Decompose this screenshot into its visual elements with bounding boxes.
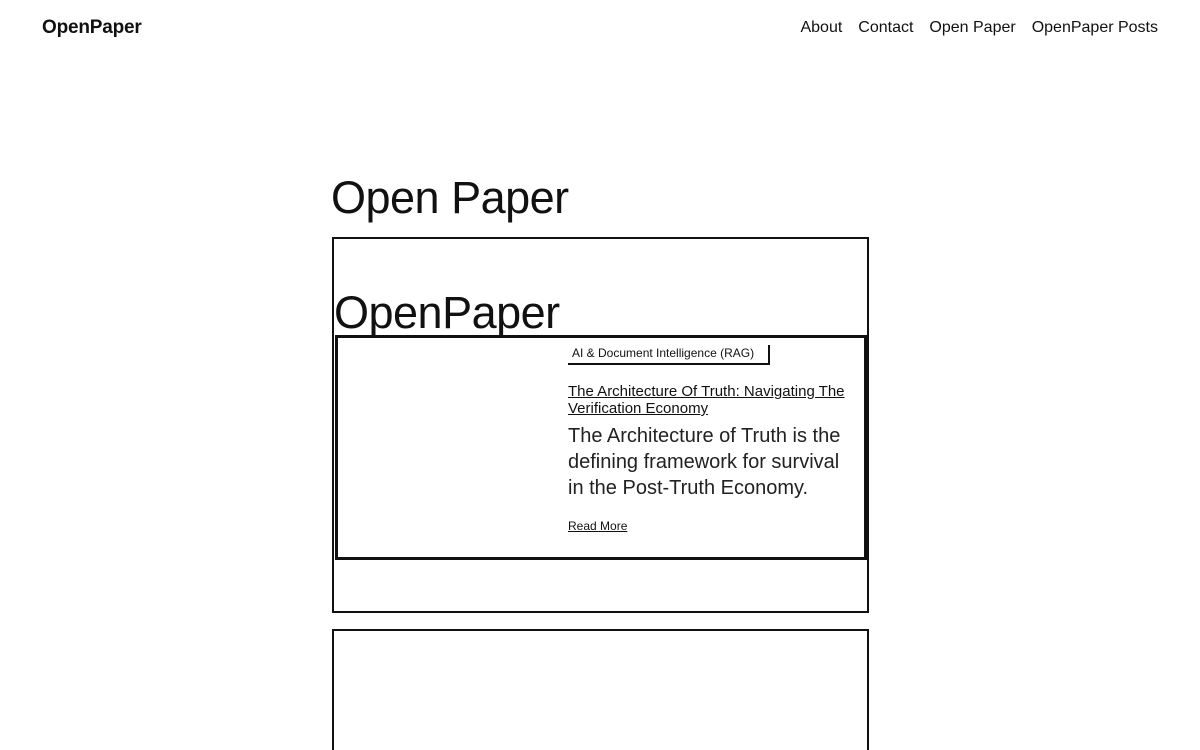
- post-card: [335, 335, 867, 560]
- post-featured-image[interactable]: [338, 338, 560, 557]
- openpaper-section-card: [332, 237, 869, 613]
- section-heading: OpenPaper: [334, 287, 560, 338]
- site-header: [0, 0, 1200, 60]
- nav-item-about[interactable]: About: [800, 19, 843, 36]
- second-section-card: [332, 629, 869, 750]
- page-title: Open Paper: [331, 172, 569, 223]
- post-title-link[interactable]: The Architecture Of Truth: Navigating The Verification Economy: [568, 383, 845, 417]
- category-tag[interactable]: AI & Document Intelligence (RAG): [568, 345, 770, 365]
- post-body: [568, 344, 860, 535]
- nav-item-contact[interactable]: Contact: [858, 19, 914, 36]
- post-excerpt: The Architecture of Truth is the defining framework for survival in the Post-Truth Economy.: [568, 425, 841, 499]
- nav-item-openpaper-posts[interactable]: OpenPaper Posts: [1031, 19, 1158, 36]
- primary-nav: [800, 19, 1158, 37]
- site-title-link[interactable]: OpenPaper: [42, 17, 142, 38]
- nav-item-open-paper[interactable]: Open Paper: [929, 19, 1016, 36]
- read-more-link[interactable]: Read More: [568, 519, 628, 533]
